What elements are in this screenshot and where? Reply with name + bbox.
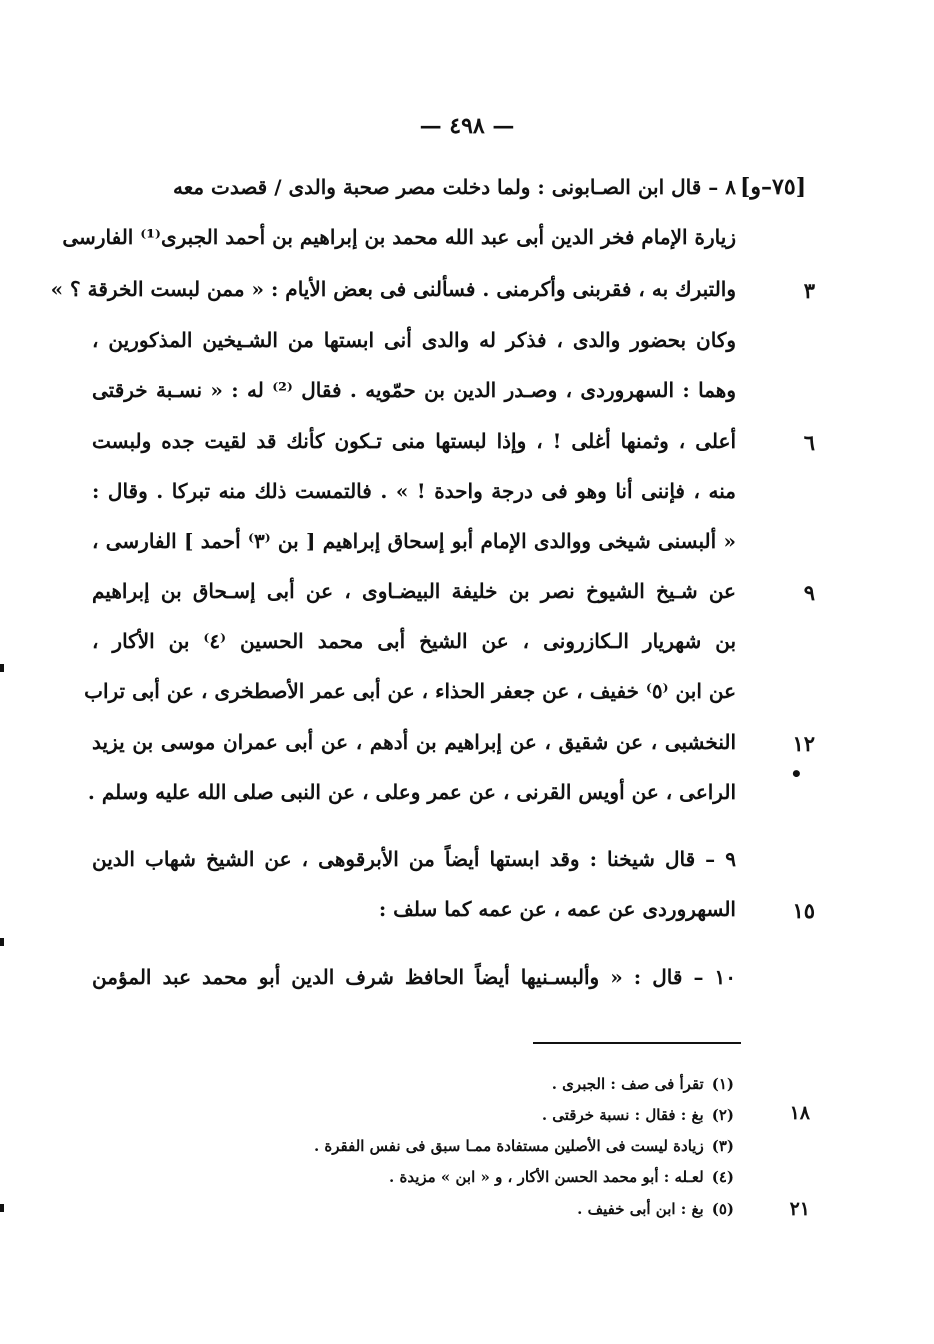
text-line: السهروردى عن عمه ، عن عمه كما سلف : <box>378 897 736 921</box>
footnote-divider <box>533 1042 741 1044</box>
line-number: ٦ <box>803 430 815 455</box>
scan-edge-mark <box>0 664 4 672</box>
footnote <box>260 1198 734 1220</box>
text-line: أعلى ، وثمنها أغلى ! ، وإذا لبستها منى تـكون كأنك قد لقيت جده ولبست <box>92 429 736 453</box>
footnote-number: (٣) <box>711 1137 734 1155</box>
footnote <box>260 1135 734 1157</box>
text-line: النخشبى ، عن شقيق ، عن إبراهيم بن أدهم ، عن أبى عمران موسى بن يزيد <box>92 730 736 754</box>
scan-edge-mark <box>0 1204 4 1212</box>
footnote-text: تقرأ فى صف : الجبرى . <box>551 1075 704 1093</box>
line-number: ٣ <box>803 278 815 303</box>
line-number: ٩ <box>803 580 815 605</box>
text-line: زيارة الإمام فخر الدين أبى عبد الله محمد بن إبراهيم بن أحمد الجبرى⁽¹⁾ الفارسى <box>62 225 736 249</box>
line-number: ١٥ <box>792 898 815 923</box>
line-number: ٢١ <box>789 1198 810 1220</box>
footnote-number: (٢) <box>711 1106 734 1124</box>
text-line: « ألبسنى شيخى ووالدى الإمام أبو إسحاق إبراهيم [ بن ⁽٣⁾ أحمد ] الفارسى ، <box>92 529 736 553</box>
footnote-text: زيادة ليست فى الأصلين مستفادة ممـا سبق فى نفس الفقرة . <box>313 1137 704 1155</box>
footnote <box>260 1104 734 1126</box>
text-line: الراعى ، عن أويس القرنى ، عن عمر وعلى ، عن النبى صلى الله عليه وسلم . <box>87 780 736 804</box>
text-line: عن ابن ⁽٥⁾ خفيف ، عن جعفر الحذاء ، عن أبى عمر الأصطخرى ، عن أبى تراب <box>84 679 736 703</box>
text-line: ٩ – قال شيخنا : وقد ابستها أيضاً من الأبرقوهى ، عن الشيخ شهاب الدين <box>92 847 736 871</box>
footnote-text: لعـله : أبو محمد الحسن الأكار ، و « ابن » مزيدة . <box>389 1168 704 1186</box>
folio-reference: [٧٥–و] <box>740 174 807 200</box>
text-line: منه ، فإننى أنا وهو فى درجة واحدة ! » . فالتمست ذلك منه تبركا . وقال : <box>92 479 736 503</box>
text-line: والتبرك به ، فقربنى وأكرمنى . فسألنى فى بعض الأيام : « ممن لبست الخرقة ؟ » <box>50 277 736 301</box>
line-number: ١٨ <box>789 1102 810 1124</box>
text-line: بن شهريار الـكازرونى ، عن الشيخ أبى محمد الحسين ⁽٤⁾ بن الأكار ، <box>92 629 737 653</box>
footnote-number: (٥) <box>711 1200 734 1218</box>
footnote <box>260 1166 734 1188</box>
line-number: ١٢ <box>792 731 815 756</box>
footnote-text: بغ : فقال : نسبة خرقتى . <box>541 1106 704 1124</box>
footnote <box>260 1073 734 1095</box>
text-line: وهما : السهروردى ، وصـدر الدين بن حمّويه . فقال ⁽²⁾ له : « نسـبة خرقتى <box>92 378 736 402</box>
page-number: — ٤٩٨ — <box>419 113 515 139</box>
footnote-number: (٤) <box>711 1168 734 1186</box>
continuation-mark: • <box>790 762 803 786</box>
text-line: ١٠ – قال : « وألبسـنيها أيضاً الحافظ شرف الدين أبو محمد عبد المؤمن <box>92 965 736 989</box>
scan-edge-mark <box>0 938 4 946</box>
footnote-number: (١) <box>711 1075 734 1093</box>
text-line: وكان بحضور والدى ، فذكر له والدى أنى ابستها من الشـيخين المذكورين ، <box>92 328 736 352</box>
text-line: عن شـيخ الشيوخ نصر بن خليفة البيضـاوى ، عن أبى إسـحاق بن إبراهيم <box>92 579 736 603</box>
text-line: ٨ – قال ابن الصـابونى : ولما دخلت مصر صحبة والدى / قصدت معه <box>172 175 736 199</box>
footnote-text: بغ : ابن أبى خفيف . <box>577 1200 704 1218</box>
